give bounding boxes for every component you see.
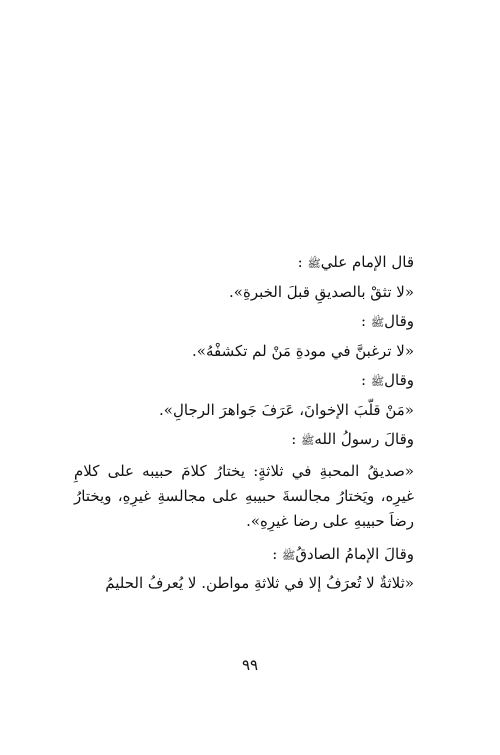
heading-imam-ali bbox=[74, 248, 414, 278]
heading-colon: : bbox=[360, 312, 367, 330]
heading-colon: : bbox=[360, 371, 367, 389]
heading-text: وقال bbox=[384, 371, 414, 389]
honorific-mark: ﷺ bbox=[370, 316, 385, 329]
heading-text: قال الإمام علي bbox=[320, 253, 414, 271]
heading-and-he-said bbox=[74, 366, 414, 396]
heading-prophet bbox=[74, 425, 414, 455]
heading-and-he-said bbox=[74, 307, 414, 337]
honorific-mark: ﷺ bbox=[301, 434, 315, 447]
heading-text: وقالَ رسولُ الله bbox=[314, 430, 414, 448]
honorific-mark: ﷺ bbox=[307, 257, 321, 270]
quote-line: «لا تثقْ بالصديقِ قبلَ الخبرةِ». bbox=[229, 282, 414, 301]
heading-text: وقالَ الإمامُ الصادقُ bbox=[295, 544, 414, 563]
heading-text: وقال bbox=[384, 312, 414, 330]
arabic-text-block bbox=[74, 248, 414, 599]
quote-line: «ثلاثةٌ لا تُعرَفُ إلا في ثلاثةِ مواطن. لا يُعرفُ الحليمُ bbox=[105, 574, 414, 592]
honorific-mark: ﷺ bbox=[370, 375, 385, 388]
quote-line: «مَنْ قلّبَ الإخوانَ، عَرَفَ جَواهرَ الرجالِ». bbox=[159, 400, 414, 419]
heading-colon: : bbox=[297, 253, 303, 271]
honorific-mark: ﷺ bbox=[282, 548, 296, 562]
heading-colon: : bbox=[272, 544, 278, 563]
heading-colon: : bbox=[291, 430, 297, 448]
page-number: ٩٩ bbox=[241, 656, 259, 674]
heading-imam-sadiq bbox=[74, 540, 414, 570]
quote-line: «لا ترغبنَّ في مودةِ مَنْ لم تكشفْهُ». bbox=[192, 341, 414, 360]
quote-paragraph: «صديقُ المحبةِ في ثلاثةٍ: يختارُ كلامَ حبيبه على كلامِ غيرِه، ويَختارُ مجالسةَ حبيبهِ على مجالسةِ غيرِهِ، ويختارُ رضاَ حبيبهِ على رضا غيرِهِ». bbox=[74, 461, 414, 530]
